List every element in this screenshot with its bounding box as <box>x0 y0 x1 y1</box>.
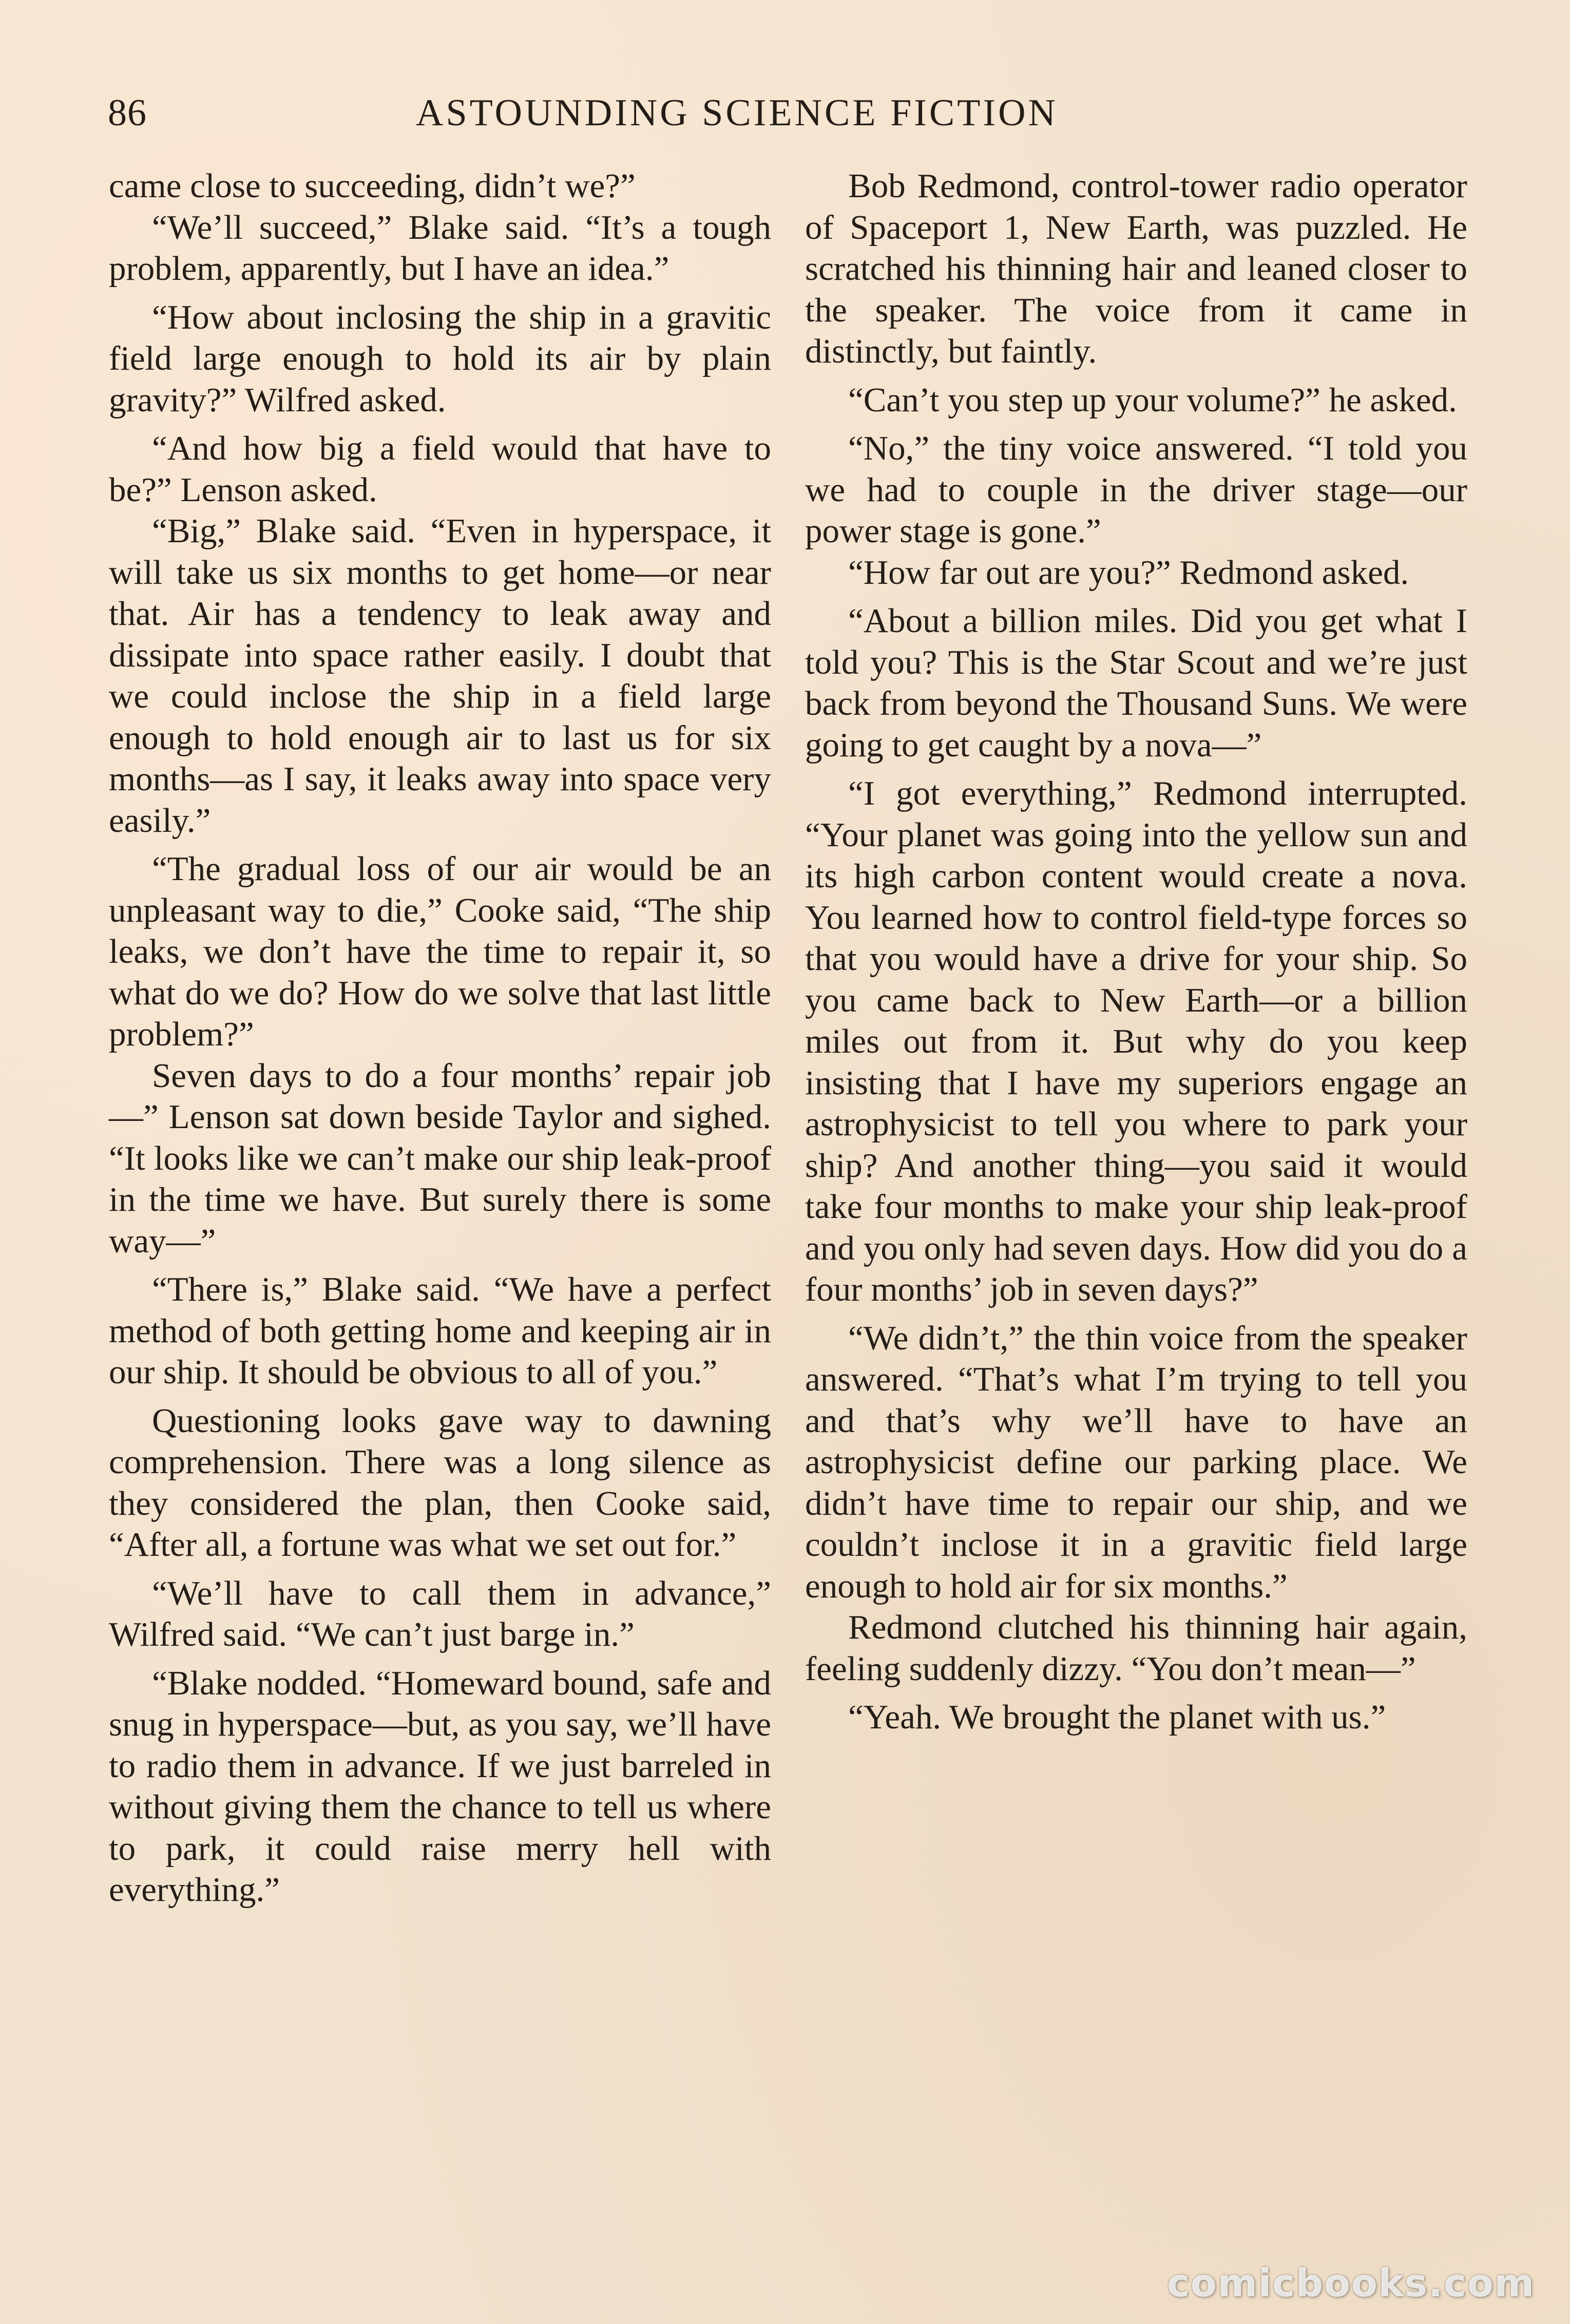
paragraph: “How far out are you?” Redmond asked. <box>848 553 1409 592</box>
paragraph: Seven days to do a four months’ repair job—” Lenson sat down beside Taylor and sighed. “It looks like we can’t make our ship leak-proof in the time we have. But surely there is some way—” <box>109 1056 771 1260</box>
paragraph: “Blake nodded. “Homeward bound, safe and snug in hyperspace—but, as you say, we’ll have to radio them in advance. If we just barreled in without giving them the chance to tell us where to park, it could raise merry hell with everything.” <box>109 1664 771 1909</box>
paragraph: “Yeah. We brought the planet with us.” <box>848 1698 1386 1736</box>
site-watermark: comicbooks.com <box>1167 2261 1535 2306</box>
paragraph: “There is,” Blake said. “We have a perfect method of both getting home and keeping air in our ship. It should be obvious to all of you.” <box>109 1270 771 1391</box>
paragraph: “I got everything,” Redmond interrupted. “Your planet was going into the yellow sun and its high carbon content would create a nova. You learned how to control field-type forces so that you would have a drive for your ship. So you came back to New Earth—or a billion miles out from it. But why do you keep insisting that I have my superiors engage an astrophysicist to tell you where to park your ship? And another thing—you said it would take four months to make your ship leak-proof and you only had seven days. How did you do a four months’ job in seven days?” <box>805 774 1467 1308</box>
paragraph: “We didn’t,” the thin voice from the speaker answered. “That’s what I’m trying to tell you and that’s why we’ll have to have an astrophysicist define our parking place. We didn’t have time to repair our ship, and we couldn’t inclose it in a gravitic field large enough to hold air for six months.” <box>805 1319 1467 1605</box>
left-column <box>109 165 771 1911</box>
page-number: 86 <box>108 92 147 134</box>
paragraph: Questioning looks gave way to dawning comprehension. There was a long silence as they considered the plan, then Cooke said, “After all, a fortune was what we set out for.” <box>109 1401 771 1564</box>
paragraph: Bob Redmond, control-tower radio operator of Spaceport 1, New Earth, was puzzled. He scratched his thinning hair and leaned closer to the speaker. The voice from it came in distinctly, but faintly. <box>805 167 1467 370</box>
right-column <box>805 165 1467 1738</box>
paragraph: “How about inclosing the ship in a gravitic field large enough to hold its air by plain gravity?” Wilfred asked. <box>109 298 771 419</box>
paragraph: came close to succeeding, didn’t we?” <box>109 167 636 205</box>
paragraph: “The gradual loss of our air would be an unpleasant way to die,” Cooke said, “The ship leaks, we don’t have the time to repair it, so what do we do? How do we solve that last little problem?” <box>109 850 771 1053</box>
paragraph: “Big,” Blake said. “Even in hyperspace, it will take us six months to get home—or near that. Air has a tendency to leak away and dissipate into space rather easily. I doubt that we could inclose the ship in a field large enough to hold enough air to last us for six months—as I say, it leaks away into space very easily.” <box>109 512 771 840</box>
paragraph: “And how big a field would that have to be?” Lenson asked. <box>109 429 771 509</box>
journal-title: ASTOUNDING SCIENCE FICTION <box>416 92 1058 134</box>
paragraph: Redmond clutched his thinning hair again, feeling suddenly dizzy. “You don’t mean—” <box>805 1608 1467 1688</box>
paragraph: “We’ll succeed,” Blake said. “It’s a tough problem, apparently, but I have an idea.” <box>109 208 771 288</box>
paragraph: “About a billion miles. Did you get what I told you? This is the Star Scout and we’re just back from beyond the Thousand Suns. We were going to get caught by a nova—” <box>805 602 1467 764</box>
paragraph: “Can’t you step up your volume?” he asked. <box>848 380 1457 419</box>
paragraph: “No,” the tiny voice answered. “I told you we had to couple in the driver stage—our power stage is gone.” <box>805 429 1467 550</box>
paragraph: “We’ll have to call them in advance,” Wilfred said. “We can’t just barge in.” <box>109 1574 771 1653</box>
running-head <box>108 91 1463 148</box>
